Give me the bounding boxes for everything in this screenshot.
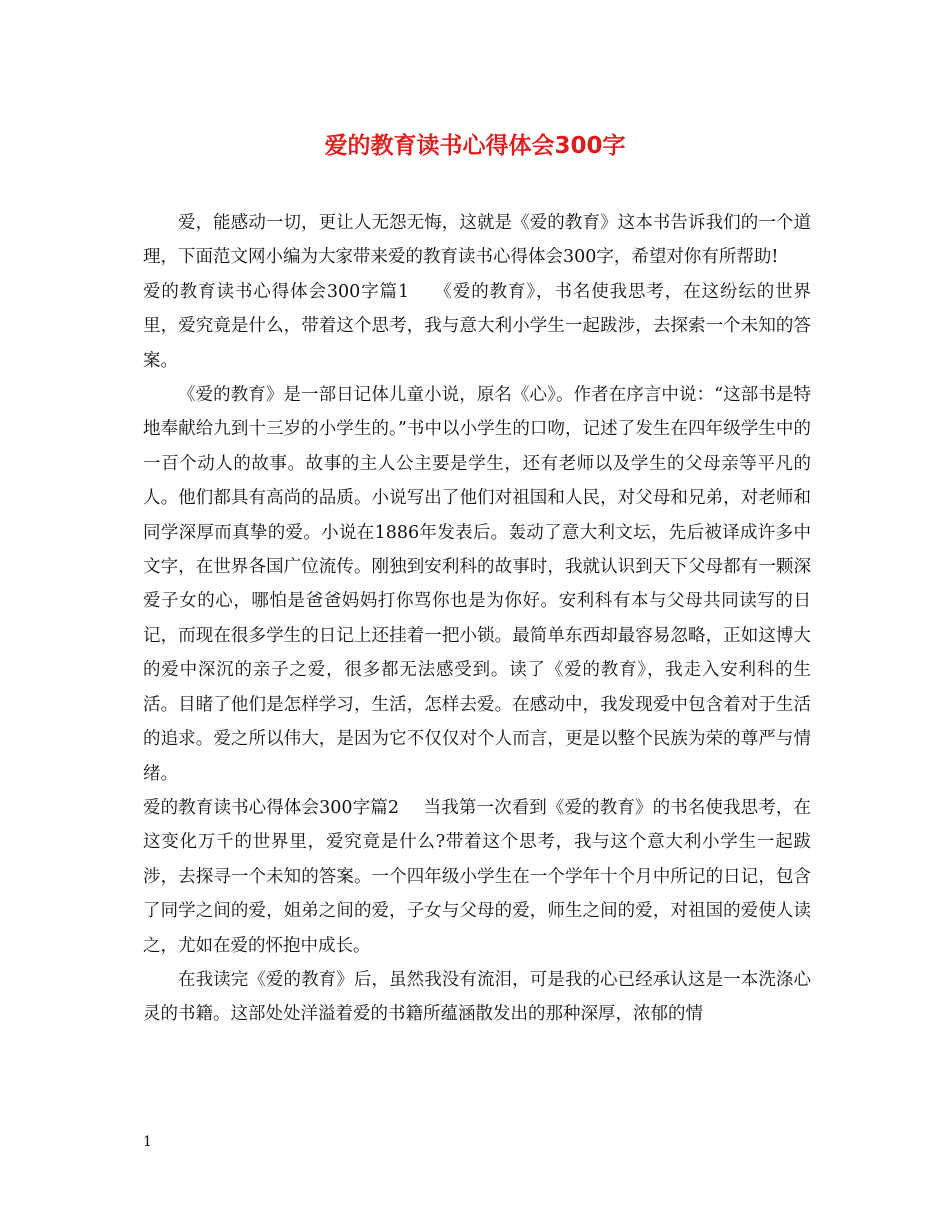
section-1-text: 《爱的教育》，书名使我思考，在这纷纭的世界里，爱究竟是什么，带着这个思考，我与意大利小学生一起跋涉，去探索一个未知的答案。 (143, 281, 811, 371)
section-1-paragraph (143, 275, 811, 378)
section-2-paragraph-2: 在我读完《爱的教育》后，虽然我没有流泪，可是我的心已经承认这是一本洗涤心灵的书籍。这部处处洋溢着爱的书籍所蕴涵散发出的那种深厚，浓郁的情 (143, 969, 811, 1025)
page-number: 1 (143, 1134, 152, 1150)
section-2-heading: 爱的教育读书心得体会300字篇2 (143, 797, 400, 818)
document-title: 爱的教育读书心得体会300字 (324, 133, 626, 159)
section-2-paragraph (143, 791, 811, 963)
section-1-heading: 爱的教育读书心得体会300字篇1 (143, 281, 410, 302)
section-1-paragraph-2: 《爱的教育》是一部日记体儿童小说，原名《心》。作者在序言中说：“这部书是特地奉献给九到十三岁的小学生的。”书中以小学生的口吻，记述了发生在四年级学生中的一百个动人的故事。故事的主人公主要是学生，还有老师以及学生的父母亲等平凡的人。他们都具有高尚的品质。小说写出了他们对祖国和人民，对父母和兄弟，对老师和同学深厚而真挚的爱。小说在1886年发表后。轰动了意大利文坛，先后被译成许多中文字，在世界各国广位流传。刚独到安利科的故事时，我就认识到天下父母都有一颗深爱子女的心，哪怕是爸爸妈妈打你骂你也是为你好。安利科有本与父母共同读写的日记，而现在很多学生的日记上还挂着一把小锁。最简单东西却最容易忽略，正如这博大的爱中深沉的亲子之爱，很多都无法感受到。读了《爱的教育》，我走入安利科的生活。目睹了他们是怎样学习，生活，怎样去爱。在感动中，我发现爱中包含着对于生活的追求。爱之所以伟大，是因为它不仅仅对个人而言，更是以整个民族为荣的尊严与情绪。 (143, 385, 811, 784)
intro-paragraph: 爱，能感动一切，更让人无怨无悔，这就是《爱的教育》这本书告诉我们的一个道理，下面范文网小编为大家带来爱的教育读书心得体会300字，希望对你有所帮助! (143, 213, 811, 268)
document-body (143, 206, 811, 1032)
section-2-text: 当我第一次看到《爱的教育》的书名使我思考，在这变化万千的世界里，爱究竟是什么?带着这个思考，我与这个意大利小学生一起跋涉，去探寻一个未知的答案。一个四年级小学生在一个学年十个月中所记的日记，包含了同学之间的爱，姐弟之间的爱，子女与父母的爱，师生之间的爱，对祖国的爱使人读之，尤如在爱的怀抱中成长。 (143, 797, 811, 956)
